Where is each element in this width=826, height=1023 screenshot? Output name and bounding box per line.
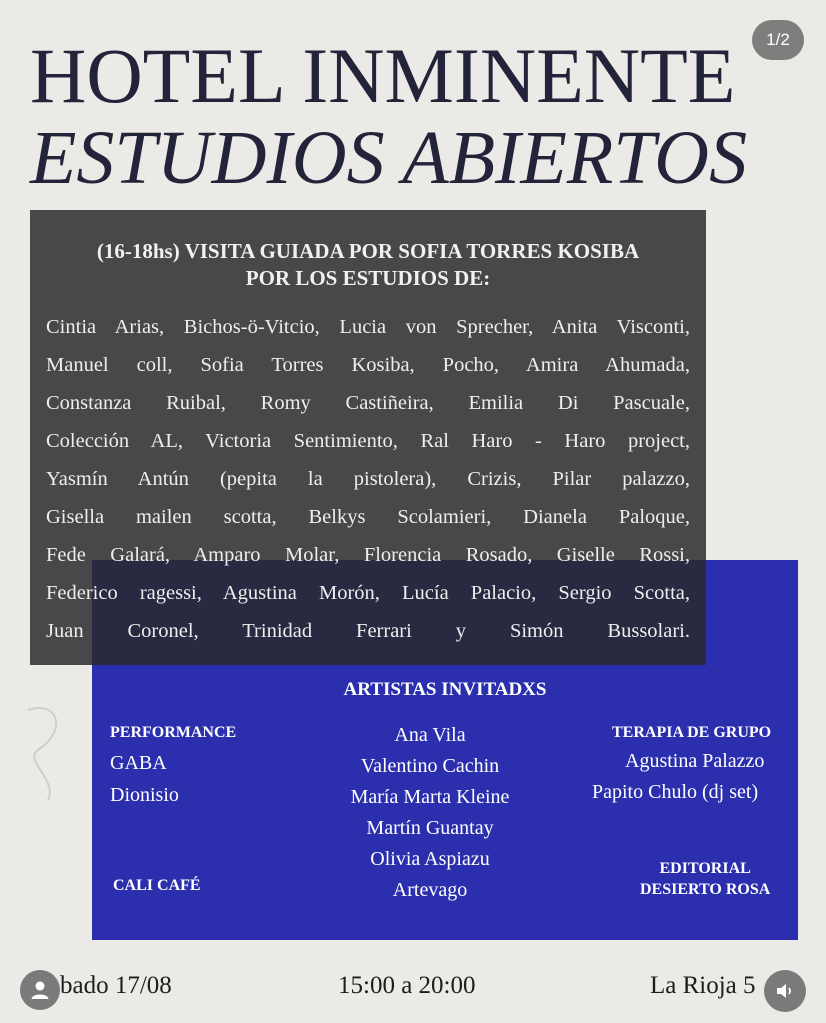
- invited-artist: Olivia Aspiazu: [370, 848, 490, 870]
- artists-line: Fede Galará, Amparo Molar, Florencia Rosado, Giselle Rossi,: [46, 544, 690, 566]
- poster-subtitle: ESTUDIOS ABIERTOS: [30, 116, 748, 200]
- terapia-label: TERAPIA DE GRUPO: [612, 724, 772, 741]
- artists-line: Yasmín Antún (pepita la pistolera), Crizis, Pilar palazzo,: [46, 468, 690, 490]
- studio-artists-list: [46, 308, 690, 650]
- speaker-icon: [774, 980, 796, 1002]
- editorial-label: [640, 858, 770, 900]
- invited-artist: María Marta Kleine: [350, 786, 510, 808]
- decorative-scribble: [18, 690, 78, 810]
- performance-artist: Dionisio: [110, 784, 179, 806]
- artists-line: Cintia Arias, Bichos-ö-Vitcio, Lucia von Sprecher, Anita Visconti,: [46, 316, 690, 338]
- performance-artist: GABA: [110, 752, 167, 774]
- avatar[interactable]: [20, 970, 60, 1010]
- invited-artist: Valentino Cachin: [360, 755, 500, 777]
- avatar-icon: [29, 979, 51, 1001]
- artists-line: Federico ragessi, Agustina Morón, Lucía Palacio, Sergio Scotta,: [46, 582, 690, 604]
- invited-artist: Martín Guantay: [366, 817, 494, 839]
- terapia-artist: Agustina Palazzo: [625, 750, 765, 772]
- editorial-line2: DESIERTO ROSA: [640, 881, 771, 898]
- guided-visit-heading-line2: POR LOS ESTUDIOS DE:: [245, 266, 491, 290]
- performance-label: PERFORMANCE: [110, 724, 237, 741]
- editorial-line1: EDITORIAL: [659, 860, 751, 877]
- invited-artist: Ana Vila: [394, 724, 466, 746]
- event-time: 15:00 a 20:00: [338, 972, 476, 999]
- invited-artists-center-list: [300, 720, 560, 906]
- invited-artist: Artevago: [392, 879, 468, 901]
- guided-visit-heading: [30, 238, 706, 292]
- story-page-indicator: 1/2: [752, 20, 804, 60]
- sound-toggle-button[interactable]: [764, 970, 806, 1012]
- event-place: La Rioja 5: [650, 972, 756, 999]
- poster-title: HOTEL INMINENTE: [30, 32, 736, 119]
- artists-line: Manuel coll, Sofia Torres Kosiba, Pocho, Amira Ahumada,: [46, 354, 690, 376]
- artists-line: Gisella mailen scotta, Belkys Scolamieri, Dianela Paloque,: [46, 506, 690, 528]
- artists-line: Colección AL, Victoria Sentimiento, Ral Haro - Haro project,: [46, 430, 690, 452]
- terapia-artist: Papito Chulo (dj set): [592, 781, 759, 803]
- artists-line: Juan Coronel, Trinidad Ferrari y Simón Bussolari.: [46, 620, 690, 642]
- guided-visit-heading-line1: (16-18hs) VISITA GUIADA POR SOFIA TORRES KOSIBA: [96, 239, 640, 263]
- invited-artists-title: ARTISTAS INVITADXS: [343, 679, 547, 700]
- cali-cafe-label: CALI CAFÉ: [113, 877, 201, 894]
- artists-line: Constanza Ruibal, Romy Castiñeira, Emilia Di Pascuale,: [46, 392, 690, 414]
- event-date: bado 17/08: [60, 972, 172, 999]
